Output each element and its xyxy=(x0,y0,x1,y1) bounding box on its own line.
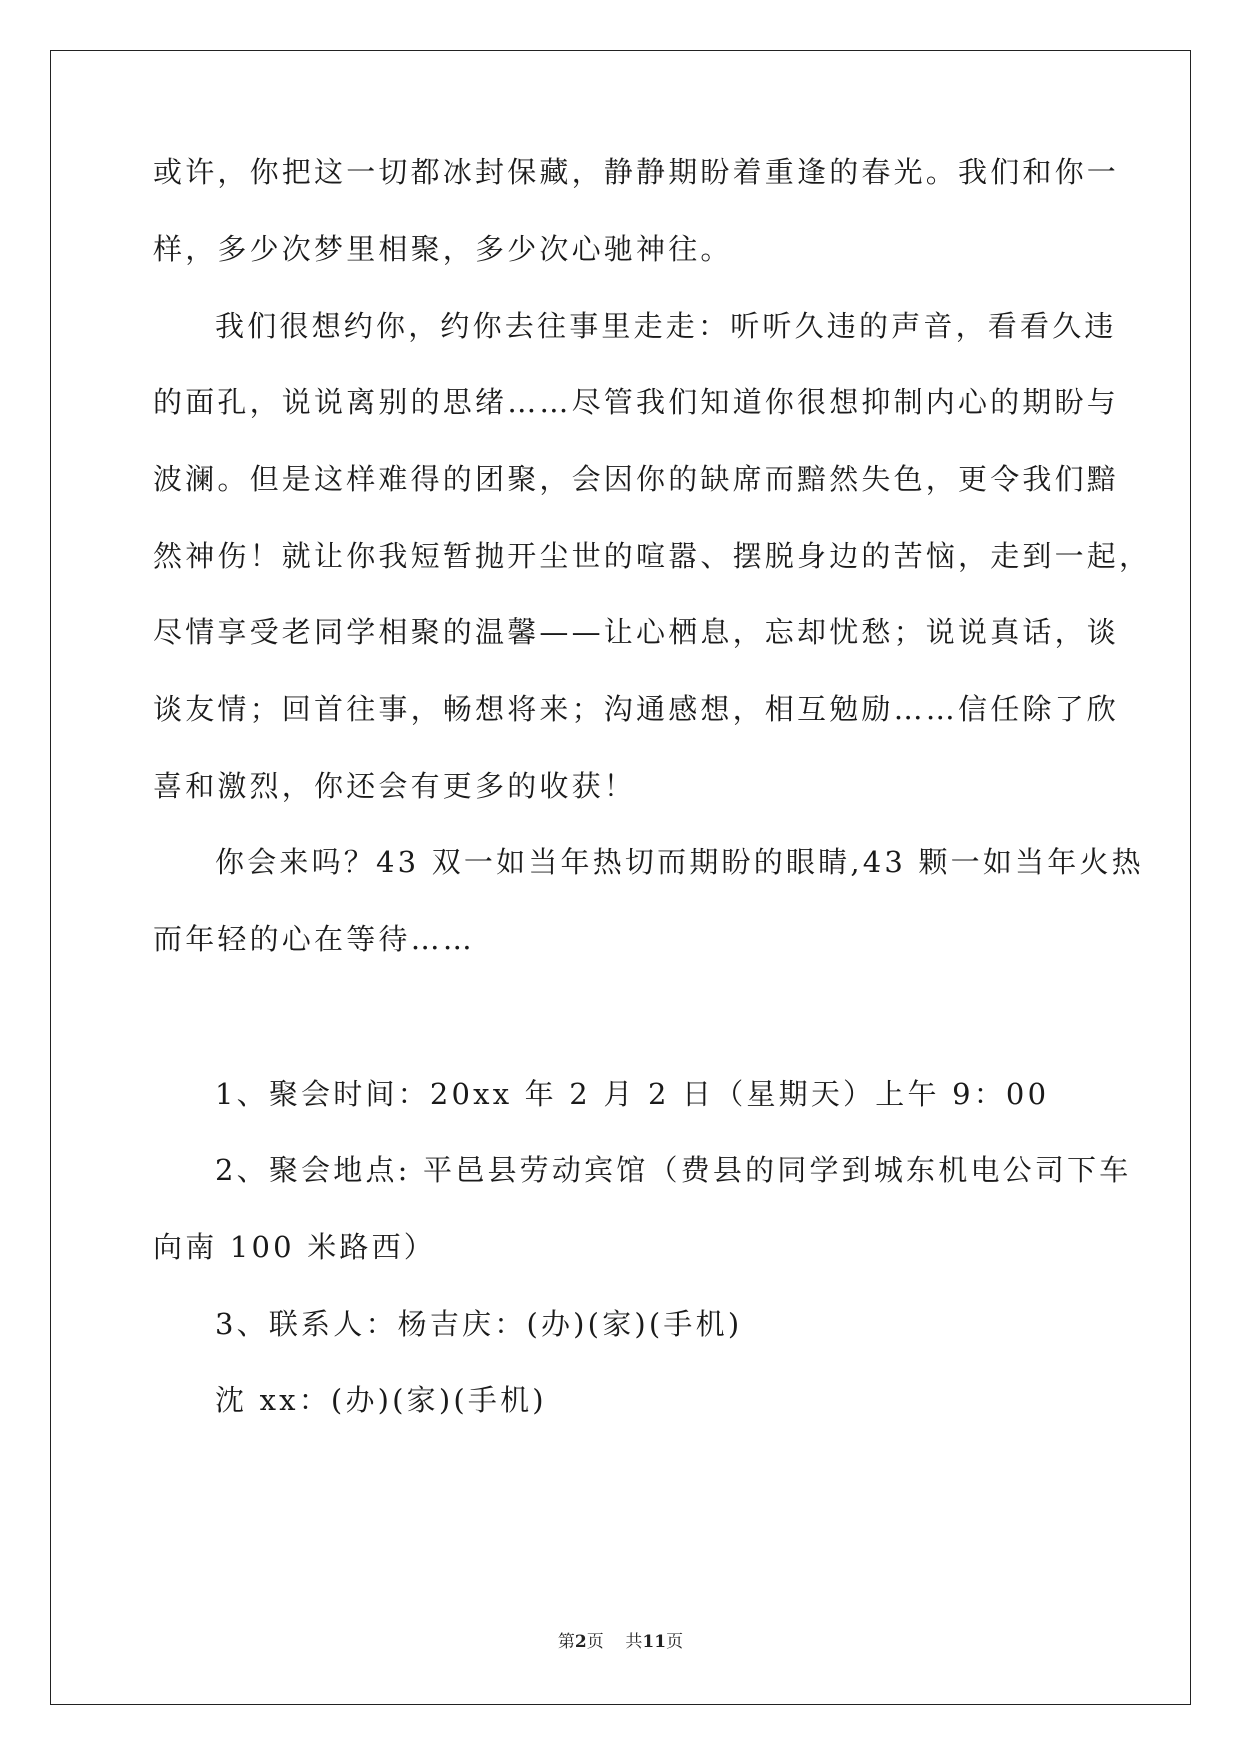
paragraph-line: 或许，你把这一切都冰封保藏，静静期盼着重逢的春光。我们和你一 xyxy=(153,155,1120,189)
total-pages: 11 xyxy=(642,1632,667,1652)
paragraph-line: 尽情享受老同学相聚的温馨——让心栖息，忘却忧愁；说说真话，谈 xyxy=(153,615,1120,649)
info-line-contact: 3、联系人：杨吉庆：(办)(家)(手机) xyxy=(215,1307,743,1341)
total-suffix: 页 xyxy=(666,1632,684,1652)
page-suffix: 页 xyxy=(586,1632,604,1652)
paragraph-line: 波澜。但是这样难得的团聚，会因你的缺席而黯然失色，更令我们黯 xyxy=(153,462,1120,496)
page-prefix: 第 xyxy=(557,1632,575,1652)
page-number: 2 xyxy=(574,1632,587,1652)
info-line-location: 2、聚会地点: 平邑县劳动宾馆（费县的同学到城东机电公司下车 xyxy=(215,1153,1132,1187)
page-footer xyxy=(0,1630,1241,1654)
info-line-time: 1、聚会时间：20xx 年 2 月 2 日（星期天）上午 9：00 xyxy=(215,1077,1050,1111)
info-line-location-cont: 向南 100 米路西） xyxy=(153,1230,436,1264)
paragraph-line: 你会来吗？43 双一如当年热切而期盼的眼睛,43 颗一如当年火热 xyxy=(215,845,1144,879)
paragraph-line: 的面孔，说说离别的思绪……尽管我们知道你很想抑制内心的期盼与 xyxy=(153,385,1120,419)
total-prefix: 共 xyxy=(625,1632,643,1652)
paragraph-line: 谈友情；回首往事，畅想将来；沟通感想，相互勉励……信任除了欣 xyxy=(153,692,1120,726)
paragraph-line: 喜和激烈，你还会有更多的收获！ xyxy=(153,769,637,803)
info-line-contact-2: 沈 xx：(办)(家)(手机) xyxy=(215,1383,547,1417)
paragraph-line: 我们很想约你，约你去往事里走走：听听久违的声音，看看久违 xyxy=(215,309,1117,343)
paragraph-line: 样，多少次梦里相聚，多少次心驰神往。 xyxy=(153,232,733,266)
paragraph-line: 然神伤！就让你我短暂抛开尘世的喧嚣、摆脱身边的苦恼，走到一起， xyxy=(153,539,1152,573)
paragraph-line: 而年轻的心在等待…… xyxy=(153,922,476,956)
